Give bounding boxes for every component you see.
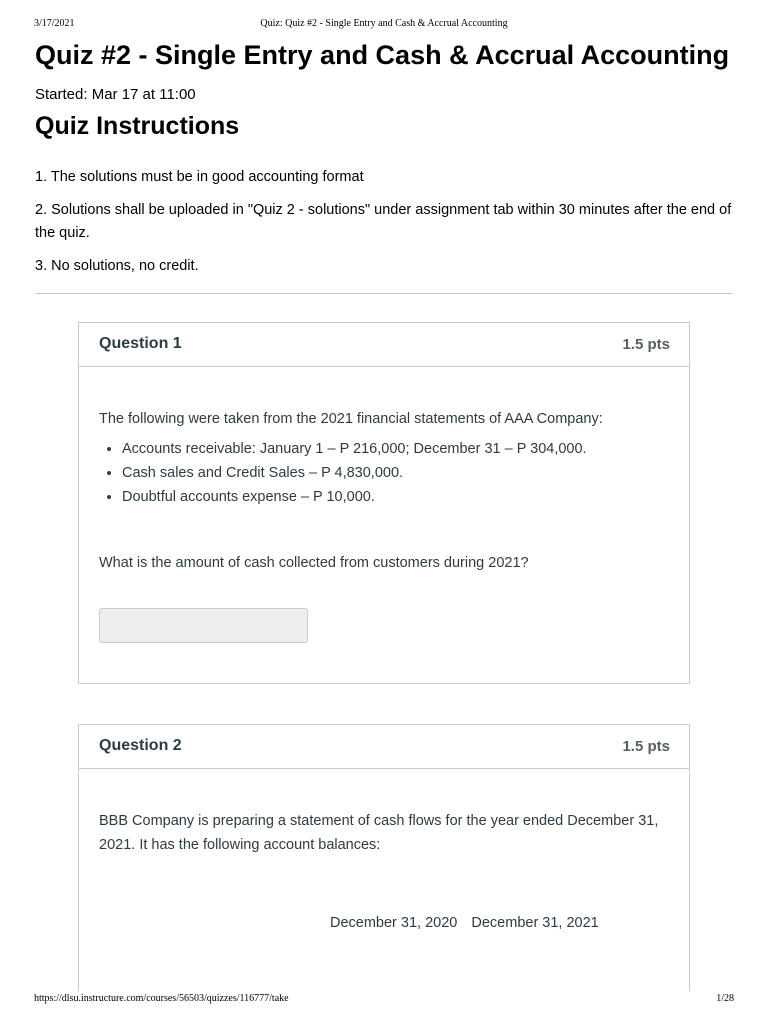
print-footer: [34, 993, 734, 1007]
print-doc-title: Quiz: Quiz #2 - Single Entry and Cash & Accrual Accounting: [260, 18, 508, 29]
question-intro: The following were taken from the 2021 financial statements of AAA Company:: [99, 411, 603, 427]
question-bullets: [99, 437, 669, 509]
question-body: [79, 769, 679, 857]
print-date: 3/17/2021: [34, 18, 75, 29]
question-points: 1.5 pts: [622, 738, 670, 755]
started-time: Started: Mar 17 at 11:00: [35, 86, 196, 103]
instruction-item: 3. No solutions, no credit.: [35, 258, 199, 274]
question-prompt: What is the amount of cash collected from customers during 2021?: [99, 555, 529, 571]
question-header: [79, 725, 689, 769]
question-header: [79, 323, 689, 367]
instructions-list: [35, 166, 735, 288]
question-intro: BBB Company is preparing a statement of cash flows for the year ended December 31, 2021. It has the following account balances:: [99, 813, 659, 853]
list-item: • Cash sales and Credit Sales – P 4,830,000.: [122, 461, 669, 485]
list-item: • Accounts receivable: January 1 – P 216,000; December 31 – P 304,000.: [122, 437, 669, 461]
page-title: Quiz #2 - Single Entry and Cash & Accrual Accounting: [35, 40, 730, 70]
column-header: December 31, 2021: [471, 915, 599, 931]
question-1-card: [78, 322, 690, 684]
balance-column-headers: [330, 915, 599, 931]
print-header: [34, 18, 734, 32]
list-item: • Doubtful accounts expense – P 10,000.: [122, 485, 669, 509]
page-number: 1/28: [716, 993, 734, 1004]
question-2-card: [78, 724, 690, 991]
question-title: Question 1: [99, 335, 182, 352]
divider: [35, 293, 733, 294]
question-title: Question 2: [99, 737, 182, 754]
column-header: December 31, 2020: [330, 915, 458, 931]
instruction-item: 1. The solutions must be in good accounting format: [35, 169, 364, 185]
print-url: https://dlsu.instructure.com/courses/56503/quizzes/116777/take: [34, 993, 289, 1004]
instruction-item: 2. Solutions shall be uploaded in "Quiz 2 - solutions" under assignment tab within 30 minutes after the end of the quiz.: [35, 202, 732, 241]
answer-input[interactable]: [99, 608, 308, 643]
question-points: 1.5 pts: [622, 336, 670, 353]
instructions-heading: Quiz Instructions: [35, 112, 240, 140]
question-body: [79, 367, 689, 643]
